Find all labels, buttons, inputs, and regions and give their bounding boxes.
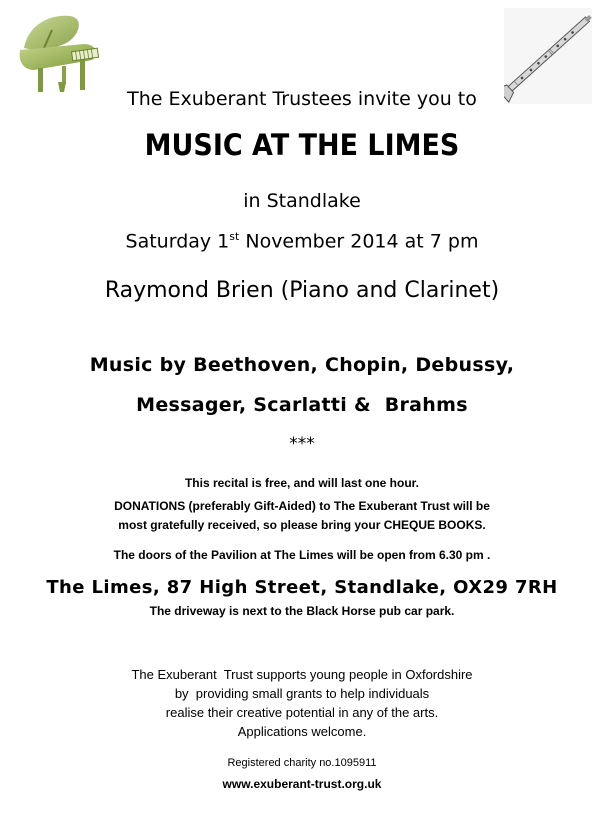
program-line-2: Messager, Scarlatti & Brahms	[136, 394, 468, 416]
charity-number: Registered charity no.1095911	[227, 757, 377, 769]
driveway-note: The driveway is next to the Black Horse pub car park.	[149, 604, 455, 618]
event-date-suffix: st	[229, 230, 240, 243]
trust-about-2: by providing small grants to help individuals	[174, 686, 430, 701]
event-title: MUSIC AT THE LIMES	[144, 128, 460, 162]
venue-address: The Limes, 87 High Street, Standlake, OX29 7RH	[46, 577, 558, 598]
doors-note: The doors of the Pavilion at The Limes will be open from 6.30 pm .	[113, 548, 491, 562]
program-line-1: Music by Beethoven, Chopin, Debussy,	[89, 354, 515, 376]
separator: ***	[289, 434, 315, 454]
free-note: This recital is free, and will last one hour.	[184, 476, 420, 490]
grand-piano-icon	[14, 8, 106, 98]
donations-line-2: most gratefully received, so please bring your CHEQUE BOOKS.	[118, 518, 486, 532]
trust-about-3: realise their creative potential in any of the arts.	[165, 705, 439, 720]
invite-line: The Exuberant Trustees invite you to	[127, 88, 477, 110]
event-location: in Standlake	[243, 190, 361, 212]
performer-line: Raymond Brien (Piano and Clarinet)	[104, 278, 500, 303]
trust-about-1: The Exuberant Trust supports young people in Oxfordshire	[131, 667, 473, 682]
event-date-day: Saturday 1	[125, 230, 230, 253]
event-date-rest: November 2014 at 7 pm	[239, 230, 479, 253]
donations-line-1: DONATIONS (preferably Gift-Aided) to The Exuberant Trust will be	[114, 499, 490, 513]
website-link[interactable]: www.exuberant-trust.org.uk	[222, 777, 382, 791]
event-date	[0, 230, 604, 252]
trust-about-4: Applications welcome.	[237, 724, 367, 739]
